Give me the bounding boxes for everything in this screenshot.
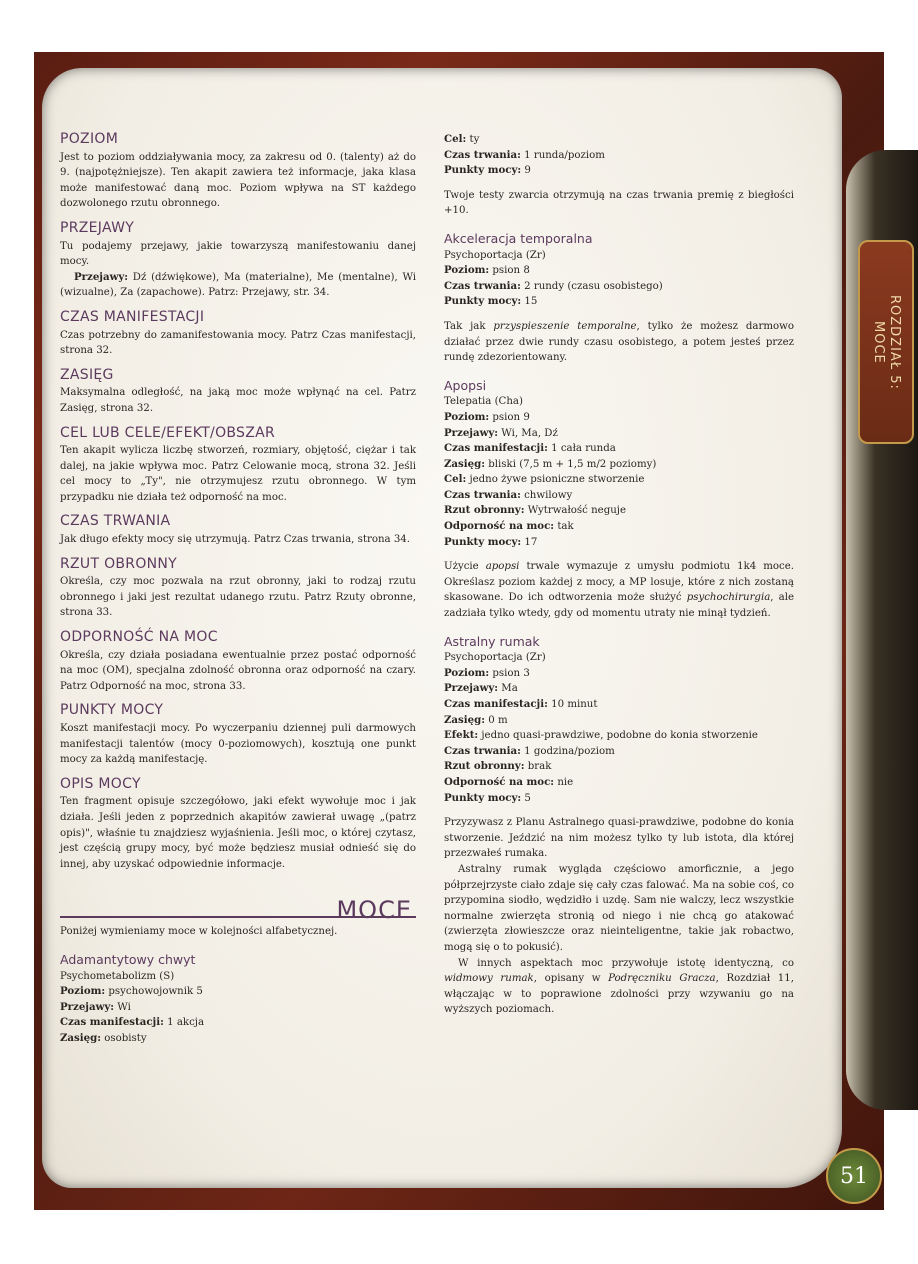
power-description — [444, 956, 794, 1018]
stat-label: Przejawy: — [444, 682, 499, 695]
power-stat — [444, 441, 794, 457]
power-stat — [444, 697, 794, 713]
moce-title: MOCE — [336, 895, 412, 924]
text-opis-mocy: Ten fragment opisuje szczegółowo, jaki efekt wywołuje moc i jak działa. Jeśli jeden z poprzednich akapitów zawierał uwagę „(patrz opis)", właśnie tu znajdziesz wyjaśnienia. Jeśli moc, o której czytasz, jest częścią grupy mocy, być może będziesz musiał odnieść się do innej, aby uzyskać odpowiednie informacje. — [60, 796, 416, 870]
stat-label: Czas manifestacji: — [444, 442, 548, 455]
power-description: Twoje testy zwarcia otrzymują na czas trwania premię z biegłości +10. — [444, 189, 794, 217]
desc-emphasis: psychochirurgia — [686, 592, 771, 604]
power-stat — [444, 457, 794, 473]
stat-value: Wi — [114, 1001, 131, 1013]
desc-part: , opisany w — [533, 973, 609, 985]
power-stat — [444, 503, 794, 519]
power-stat — [444, 791, 794, 807]
power-description: Astralny rumak wygląda częściowo amorficznie, a jego półprzejrzyste ciało zdaje się cały czas falować. Ma na sobie coś, co przypomina siodło, wędzidło i uzdę. Sam nie walczy, lecz wszystkie normalne zwierzęta stronią od niego i nie chcą go atakować (zwierzęta złowieszcze oraz nieinteligentne, takie jak robactwo, mogą się o to pokusić). — [444, 863, 794, 953]
power-title-apopsi: Apopsi — [444, 377, 487, 393]
stat-value: 1 cała runda — [547, 443, 616, 455]
desc-emphasis: widmowy rumak — [444, 973, 534, 985]
text-przejawy-list — [60, 270, 416, 301]
power-stat — [444, 681, 794, 697]
stat-value: psion 3 — [489, 667, 530, 679]
text-zasieg: Maksymalna odległość, na jaką moc może wpłynąć na cel. Patrz Zasięg, strona 32. — [60, 387, 416, 414]
stat-value: osobisty — [101, 1032, 147, 1044]
desc-emphasis: apopsi — [485, 561, 520, 573]
section-heading-moce — [60, 890, 416, 924]
przejawy-value: Dź (dźwiękowe), Ma (materialne), Me (mentalne), Wi (wizualne), Za (zapachowe). Patrz: Przejawy, str. 34. — [60, 271, 416, 299]
text-czas-manifestacji: Czas potrzebny do zamanifestowania mocy. Patrz Czas manifestacji, strona 32. — [60, 329, 416, 357]
stat-value: 15 — [521, 296, 538, 308]
stat-label: Przejawy: — [444, 426, 499, 439]
power-school: Psychoportacja (Zr) — [444, 652, 546, 664]
text-cel: Ten akapit wylicza liczbę stworzeń, rozmiary, objętość, ciężar i tak dalej, na jakie wpływa moc. Patrz Celowanie mocą, strona 32. Jeśli cel mocy to „Ty", nie otrzymujesz rzutu obronnego. W tym przypadku nie działa też odporność na moc. — [60, 445, 416, 503]
stat-value: Wi, Ma, Dź — [498, 427, 558, 439]
stat-label: Poziom: — [444, 666, 490, 679]
heading-opis-mocy: OPIS MOCY — [60, 775, 141, 792]
stat-label: Czas trwania: — [444, 744, 521, 757]
stat-value: jedno quasi-prawdziwe, podobne do konia stworzenie — [478, 730, 758, 742]
power-stat — [444, 759, 794, 775]
power-stat — [444, 410, 794, 426]
stat-label: Efekt: — [444, 729, 479, 742]
stat-value: jedno żywe psioniczne stworzenie — [466, 474, 645, 486]
stat-label: Punkty mocy: — [444, 791, 522, 804]
stat-label: Poziom: — [444, 264, 490, 277]
stat-label: Poziom: — [60, 985, 106, 998]
stat-label: Zasięg: — [60, 1031, 102, 1044]
stat-value: Wytrwałość neguje — [524, 505, 626, 517]
stat-label: Poziom: — [444, 410, 490, 423]
desc-part: Użycie — [444, 561, 486, 573]
power-stat — [444, 519, 794, 535]
stat-label: Rzut obronny: — [444, 504, 525, 517]
desc-part: , tylko że możesz darmowo działać przez dwie rundy czasu osobistego, a potem jesteś przez rundę zdezorientowany. — [444, 320, 794, 364]
power-description: Przyzywasz z Planu Astralnego quasi-prawdziwe, podobne do konia stworzenie. Jeździć na nim możesz tylko ty lub istota, dla której przezwałeś rumaka. — [444, 817, 794, 860]
stat-value: chwilowy — [520, 489, 573, 501]
stat-value: bliski (7,5 m + 1,5 m/2 poziomy) — [485, 458, 657, 470]
stat-value: ty — [466, 134, 480, 145]
power-stat — [444, 488, 794, 504]
power-stat — [444, 472, 794, 488]
stat-label: Punkty mocy: — [444, 295, 522, 308]
power-stat — [444, 294, 794, 310]
stat-label: Czas trwania: — [444, 488, 521, 501]
stat-value: brak — [524, 761, 552, 773]
heading-czas-trwania: CZAS TRWANIA — [60, 513, 171, 530]
heading-punkty-mocy: PUNKTY MOCY — [60, 702, 164, 719]
stat-label: Zasięg: — [444, 457, 486, 470]
stat-label: Punkty mocy: — [444, 164, 522, 177]
stat-value: Ma — [498, 683, 518, 695]
stat-label: Punkty mocy: — [444, 535, 522, 548]
stat-value: 1 godzina/poziom — [520, 745, 615, 757]
power-title-akceleracja: Akceleracja temporalna — [444, 230, 593, 246]
text-przejawy: Tu podajemy przejawy, jakie towarzyszą manifestowaniu danej mocy. — [60, 240, 416, 268]
power-stat — [60, 1015, 416, 1031]
power-description — [444, 319, 794, 366]
stat-value: psion 9 — [489, 411, 530, 423]
heading-zasieg: ZASIĘG — [60, 366, 114, 383]
heading-odpornosc: ODPORNOŚĆ NA MOC — [60, 629, 218, 646]
heading-poziom: POZIOM — [60, 131, 119, 147]
stat-value: 0 m — [485, 714, 508, 726]
stat-value: psychowojownik 5 — [105, 986, 203, 998]
text-moce-intro: Poniżej wymieniamy moce w kolejności alfabetycznej. — [60, 926, 338, 938]
desc-part: trwale wymazuje z umysłu podmiotu 1k4 moce. Określasz poziom każdej z mocy, a MP losuje, które z nich zostaną skasowane. Do ich odtworzenia może służyć — [444, 561, 794, 604]
stat-value: psion 8 — [489, 265, 530, 277]
power-stat — [444, 775, 794, 791]
stat-value: 10 minut — [547, 699, 598, 710]
stat-label: Cel: — [444, 133, 467, 145]
stat-label: Przejawy: — [60, 1000, 115, 1013]
power-stat — [444, 279, 794, 295]
power-stat — [60, 1031, 416, 1047]
stat-label: Czas manifestacji: — [60, 1016, 164, 1029]
desc-emphasis: Podręczniku Gracza — [608, 973, 716, 985]
stat-value: 5 — [521, 792, 531, 804]
text-odpornosc: Określa, czy działa posiadana ewentualnie przez postać odporność na moc (OM), specjalna zdolność obronna oraz odporność na czary. Patrz Odporność na moc, strona 33. — [60, 649, 416, 692]
przejawy-label: Przejawy: — [74, 270, 129, 283]
power-stat — [444, 744, 794, 760]
stat-value: 2 rundy (czasu osobistego) — [520, 280, 663, 292]
power-school: Psychoportacja (Zr) — [444, 249, 546, 261]
text-czas-trwania: Jak długo efekty mocy się utrzymują. Patrz Czas trwania, strona 34. — [60, 534, 411, 546]
text-punkty-mocy: Koszt manifestacji mocy. Po wyczerpaniu dziennej puli darmowych manifestacji talentów (mocy 0-poziomowych), kosztują one punkt mocy za każdą manifestację. — [60, 723, 416, 766]
chapter-tab — [858, 240, 914, 444]
text-rzut-obronny: Określa, czy moc pozwala na rzut obronny, jaki to rodzaj rzutu obronnego i jaki jest rezultat udanego rzutu. Patrz Rzuty obronne, strona 33. — [60, 576, 416, 619]
power-stat — [444, 163, 794, 179]
power-stat — [444, 713, 794, 729]
heading-przejawy: PRZEJAWY — [60, 219, 135, 236]
chapter-name: MOCE — [871, 320, 886, 364]
desc-emphasis: przyspieszenie temporalne — [493, 320, 637, 332]
power-stat — [444, 148, 794, 164]
power-stat — [444, 132, 794, 148]
stat-label: Rzut obronny: — [444, 760, 525, 773]
stat-value: nie — [554, 776, 574, 788]
power-stat — [60, 984, 416, 1000]
power-stat — [444, 535, 794, 551]
chapter-label: ROZDZIAŁ 5: — [887, 294, 902, 390]
power-title-adamantytowy: Adamantytowy chwyt — [60, 951, 196, 967]
heading-rzut-obronny: RZUT OBRONNY — [60, 555, 178, 572]
right-column — [444, 132, 794, 1018]
left-column — [60, 132, 416, 1047]
stat-label: Czas trwania: — [444, 148, 521, 161]
power-stat — [444, 728, 794, 744]
desc-part: Tak jak — [444, 320, 494, 332]
stat-value: 17 — [521, 536, 538, 548]
stat-label: Zasięg: — [444, 713, 486, 726]
desc-part: , Rozdział 11, włączając w to poprawione zdolności przy wzywaniu go na wyższych poziomach. — [444, 973, 794, 1016]
stat-value: tak — [554, 521, 574, 533]
power-stat — [444, 666, 794, 682]
stat-label: Czas trwania: — [444, 279, 521, 292]
stat-value: 1 akcja — [163, 1017, 205, 1029]
power-description — [444, 559, 794, 621]
heading-cel: CEL LUB CELE/EFEKT/OBSZAR — [60, 424, 276, 441]
page-number: 51 — [826, 1148, 882, 1204]
stat-label: Cel: — [444, 473, 467, 486]
stat-label: Czas manifestacji: — [444, 698, 548, 710]
text-poziom: Jest to poziom oddziaływania mocy, za zakresu od 0. (talenty) aż do 9. (najpotężniejsze). Ten akapit zawiera też informacje, jaka klasa może manifestować daną moc. Poziom wpływa na ST każdego dozwolonego rzutu obronnego. — [60, 151, 416, 210]
power-stat — [444, 426, 794, 442]
power-school: Telepatia (Cha) — [444, 396, 523, 408]
power-school: Psychometabolizm (S) — [60, 970, 175, 982]
stat-label: Odporność na moc: — [444, 775, 555, 788]
heading-czas-manifestacji: CZAS MANIFESTACJI — [60, 308, 205, 325]
stat-value: 9 — [521, 165, 531, 177]
power-title-astralny-rumak: Astralny rumak — [444, 633, 540, 649]
stat-label: Odporność na moc: — [444, 520, 555, 533]
stat-value: 1 runda/poziom — [520, 149, 605, 161]
power-stat — [444, 263, 794, 279]
desc-part: W innych aspektach moc przywołuje istotę identyczną, co — [458, 957, 794, 969]
desc-part: , ale zadziała tylko wtedy, gdy od momentu utraty nie minął tydzień. — [444, 592, 794, 620]
power-stat — [60, 1000, 416, 1016]
